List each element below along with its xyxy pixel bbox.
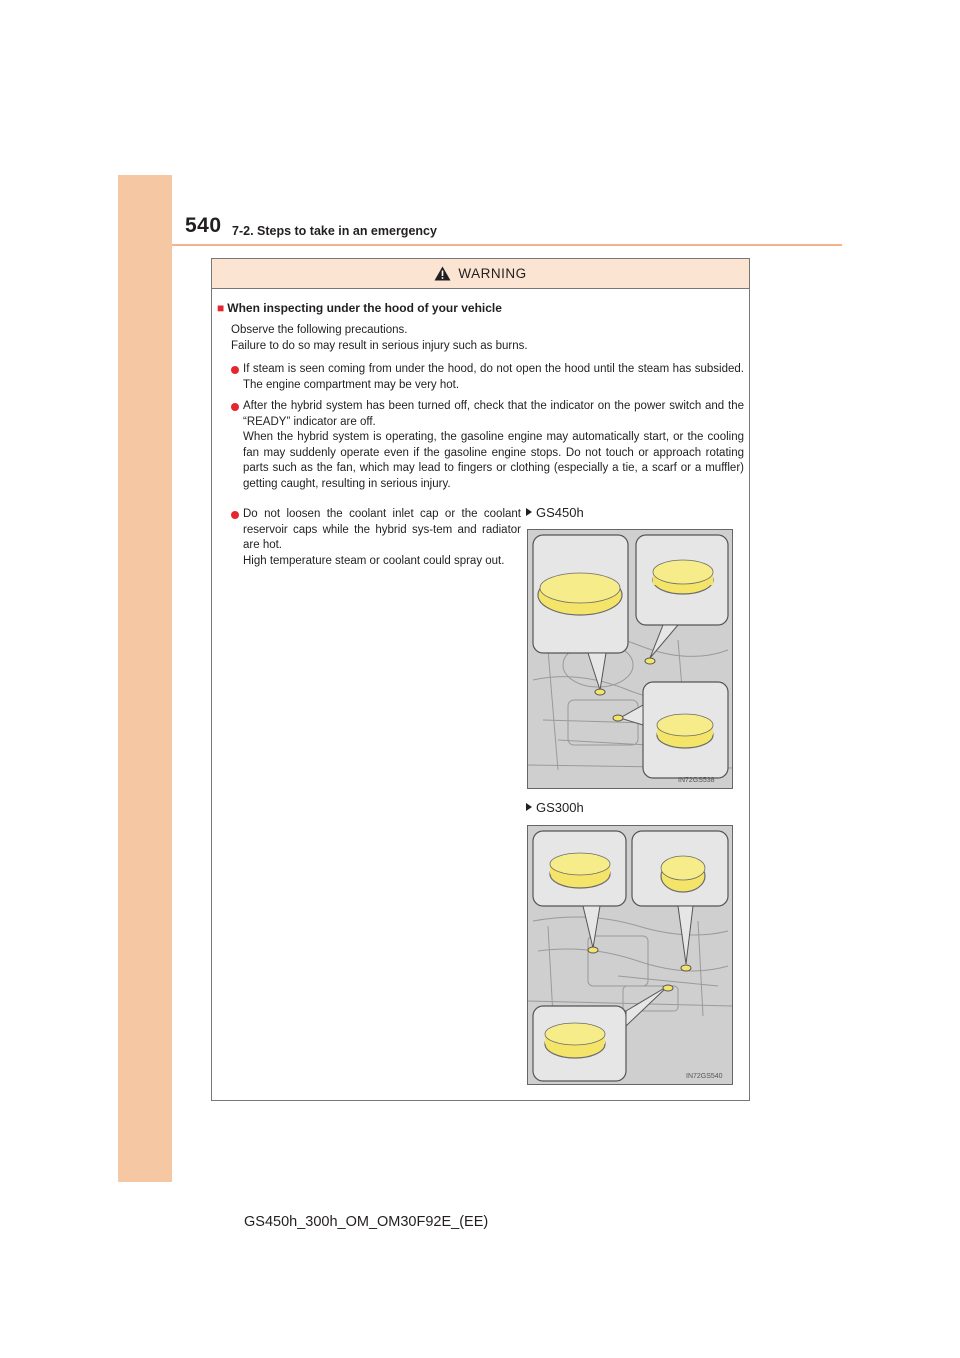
header-rule [172,244,842,246]
bullet-text-continued: When the hybrid system is operating, the gasoline engine may automatically start, or the cooling fan may suddenly operate even if the gasoline engine stops. Do not touch or approach rotating parts such as the fan, which may lead to fingers or clothing (especially a tie, a scarf or a muffler) getting caught, resulting in serious injury. [243,431,744,490]
bullet-steam [231,362,744,393]
bullet-text-continued: High temperature steam or coolant could spray out. [243,554,505,567]
side-color-band [118,175,172,1182]
figure-gs450h-engine-bay [527,529,733,789]
figure-code: IN72GS538 [678,777,715,784]
warning-box [211,258,750,1101]
section-title: 7-2. Steps to take in an emergency [232,224,437,238]
warning-header [212,259,749,289]
intro-line-1: Observe the following precautions. [231,324,408,336]
bullet-coolant-caps [231,507,521,569]
bullet-dot-icon [231,366,239,374]
figure-label-gs300h: GS300h [526,800,584,815]
page-number: 540 [185,214,222,237]
document-code: GS450h_300h_OM_OM30F92E_(EE) [244,1214,489,1230]
warning-triangle-icon [434,266,451,281]
bullet-hybrid-off [231,399,744,492]
bullet-text: After the hybrid system has been turned off, check that the indicator on the power switch and the “READY” indicator are off. [243,400,744,428]
triangle-arrow-icon [526,803,532,811]
warning-sub-heading [217,301,737,315]
figure-code: IN72GS540 [686,1073,723,1080]
intro-line-2: Failure to do so may result in serious injury such as burns. [231,339,528,352]
bullet-text: Do not loosen the coolant inlet cap or the coolant reservoir caps while the hybrid sys-tem and radiator are hot. [243,508,521,551]
warning-label: WARNING [458,266,527,281]
figure-label-gs450h: GS450h [526,505,584,520]
warning-heading-text: When inspecting under the hood of your vehicle [227,301,502,315]
warning-intro [231,323,741,354]
triangle-arrow-icon [526,508,532,516]
bullet-dot-icon [231,403,239,411]
bullet-text: If steam is seen coming from under the hood, do not open the hood until the steam has subsided. The engine compartment may be very hot. [243,363,744,391]
engine-bay-illustration [528,826,732,1084]
engine-bay-illustration [528,530,732,788]
square-bullet-icon: ■ [217,301,225,315]
figure-gs300h-engine-bay [527,825,733,1085]
bullet-dot-icon [231,511,239,519]
